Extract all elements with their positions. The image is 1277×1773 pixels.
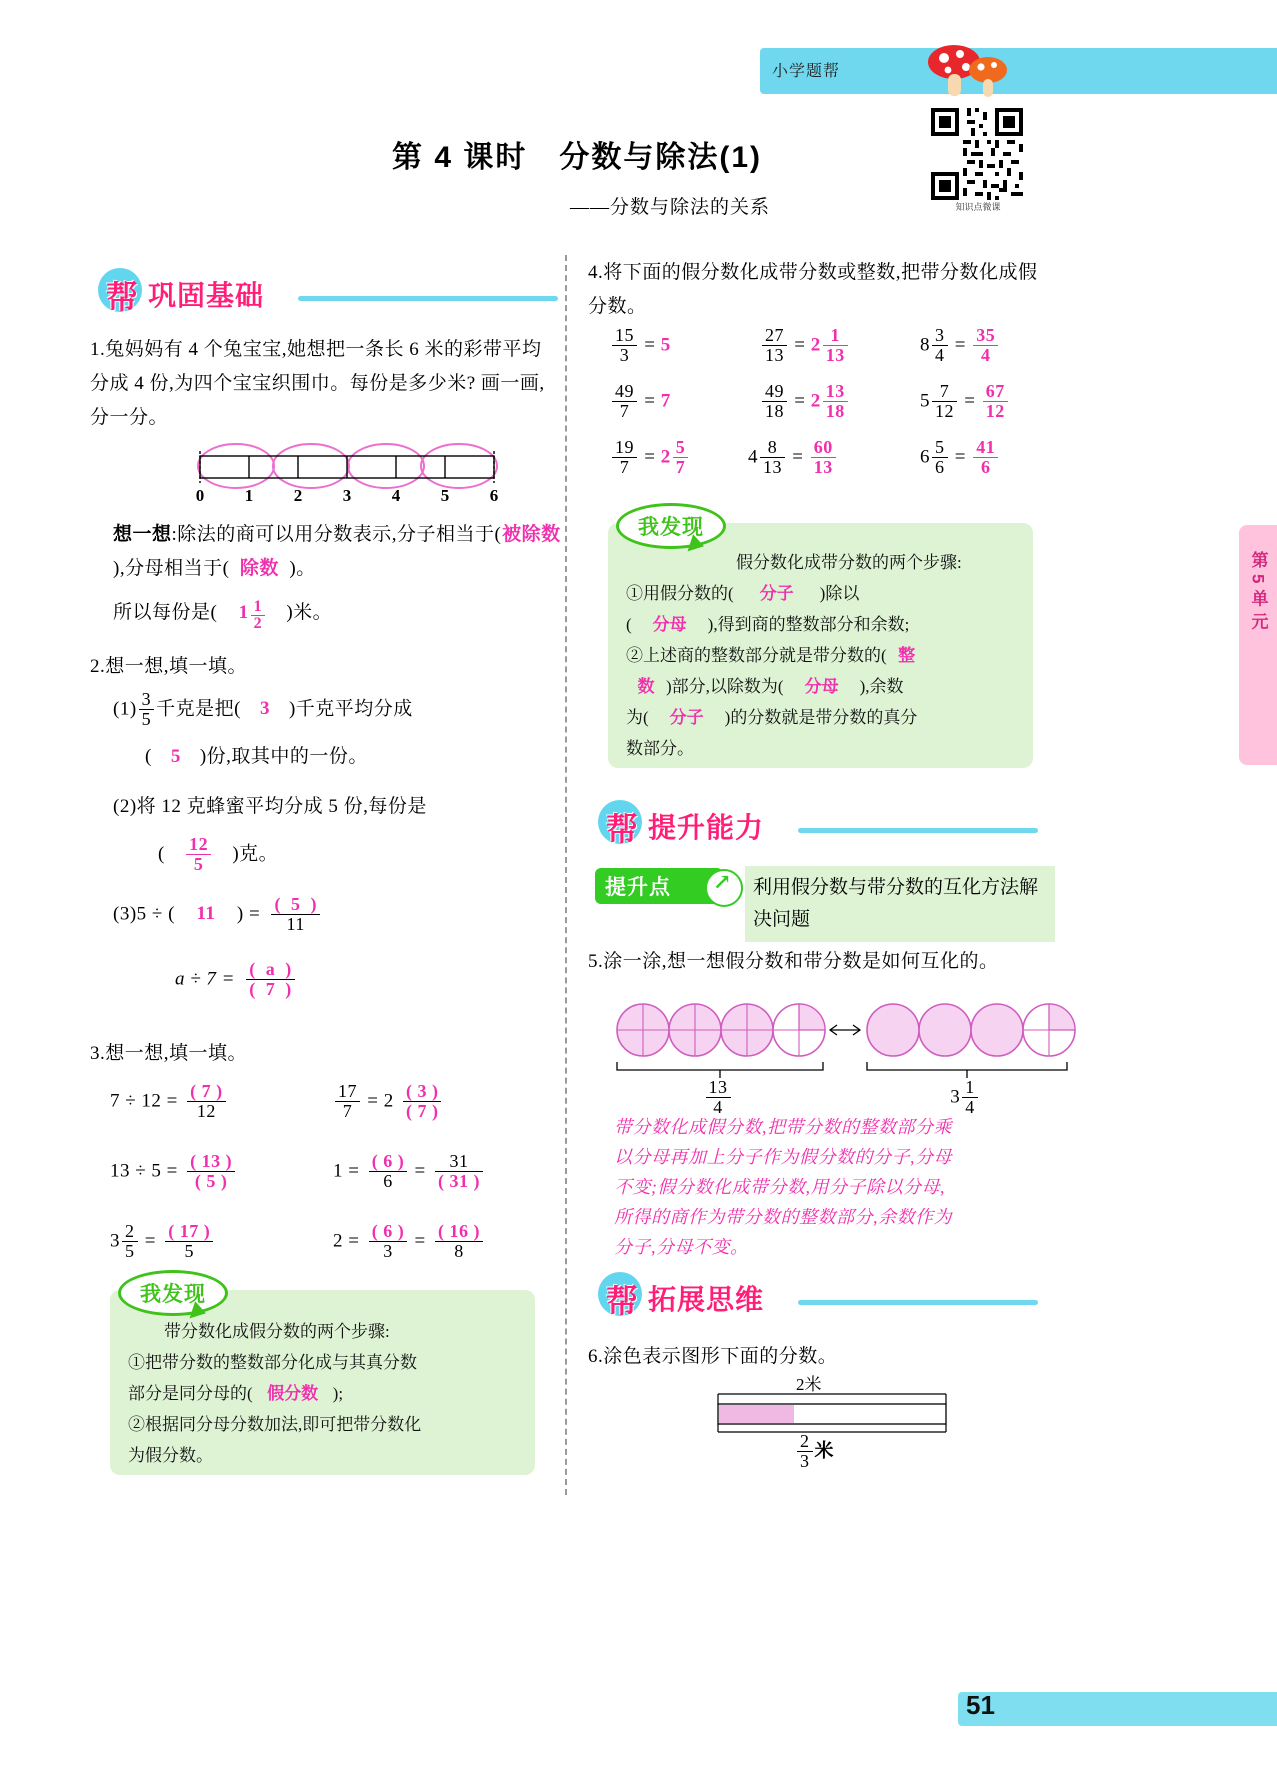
- q4-cell-1-2-whole: 5: [920, 390, 930, 412]
- q1-think-text-1: :除法的商可以用分数表示,分子相当于(: [171, 524, 502, 545]
- q4-cell-0-1-fraction: $\frac{27}{13}$: [762, 326, 787, 365]
- q1-result-fraction[interactable]: [251, 599, 266, 634]
- q3-row2-left-fraction: [187, 1152, 235, 1191]
- q3-row3-right-fraction-1: [369, 1222, 408, 1261]
- q1-number: 1.: [90, 339, 106, 360]
- page-title: 第 4 课时 分数与除法(1): [392, 141, 763, 174]
- q6-text: 涂色表示图形下面的分数。: [603, 1346, 838, 1367]
- q5-number: 5.: [588, 951, 604, 972]
- q1-result-line: [113, 596, 332, 633]
- q2-item1-answer-1[interactable]: 3: [259, 698, 270, 720]
- q3-row3-left-fraction: [122, 1222, 138, 1261]
- q3-row3-left-whole: 3: [110, 1230, 120, 1252]
- question-5: [588, 945, 1048, 979]
- q3-row1-right-lhs-den: 7: [335, 1101, 360, 1121]
- insight-left-line-2: [128, 1347, 519, 1378]
- q1-think-text-3: )。: [289, 558, 316, 579]
- q4-cell-1-1-eq: =: [794, 390, 806, 412]
- q5-hand-line-4: 所得的商作为带分数的整数部分,余数作为: [614, 1207, 952, 1227]
- insight-right-l4a: ②上述商的整数部分就是带分数的(: [626, 646, 887, 665]
- insight-tag-left-label: 我发现: [140, 1283, 206, 1306]
- q3-row3-right: 2 = $\frac{( 6 )}{3}$ = $\frac{( 16 )}{8}$: [333, 1222, 485, 1261]
- q4-cell-2-1-fraction: $\frac{8}{13}$: [760, 438, 785, 477]
- q3-row2-left: [110, 1152, 237, 1191]
- q4-cell-1-0: [610, 382, 671, 421]
- q4-number: 4.: [588, 262, 604, 283]
- q3-row1-left-lhs: 7 ÷ 12 =: [110, 1090, 178, 1112]
- q2-item-1: [113, 690, 563, 729]
- q2-item2-answer-den: 5: [186, 854, 211, 874]
- q3-row1-right-answer-fraction: [403, 1082, 442, 1121]
- insight-right-l6a: 为(: [626, 708, 649, 727]
- q3-row3-right-num1[interactable]: ( 6 ): [371, 1221, 405, 1241]
- q3-row1-right: [333, 1082, 443, 1121]
- insight-left-answer[interactable]: 假分数: [267, 1384, 319, 1403]
- q3-row1-right-num[interactable]: ( 3 ): [405, 1081, 439, 1101]
- q1-result-text-2: )米。: [286, 602, 333, 623]
- q2-item-1-cont: [145, 740, 368, 774]
- q5-hand-line-5: 分子,分母不变。: [614, 1237, 749, 1257]
- q5-hand-line-3: 不变;假分数化成带分数,用分子除以分母,: [614, 1177, 945, 1197]
- insight-right-l3a: (: [626, 615, 632, 634]
- q6-fraction-label: [795, 1432, 834, 1471]
- q3-row1-right-lhs-fraction: [335, 1082, 360, 1121]
- q3-row3-left-ans-den: 5: [165, 1241, 213, 1261]
- q4-cell-0-2-answer-fraction[interactable]: $\frac{35}{4}$: [973, 326, 998, 365]
- banner-label-improve: 提升能力: [648, 812, 765, 843]
- q3-text: 想一想,填一填。: [105, 1043, 248, 1064]
- question-3: [90, 1037, 247, 1071]
- q2-item3-answer-divisor[interactable]: 11: [196, 903, 216, 925]
- q2-item-2: [113, 790, 563, 824]
- insight-right-line-3: [626, 609, 1017, 640]
- q4-cell-1-0-fraction: $\frac{49}{7}$: [612, 382, 637, 421]
- q3-row2-right-den1: 6: [369, 1171, 408, 1191]
- banner-label: 巩固基础: [148, 280, 265, 311]
- unit-side-tab: [1239, 525, 1277, 765]
- q4-cell-1-2-fraction: $\frac{7}{12}$: [932, 382, 957, 421]
- insight-right-answer-integer-2[interactable]: 数: [637, 677, 655, 696]
- q3-row1-right-den[interactable]: ( 7 ): [403, 1101, 442, 1121]
- insight-left-line-4: ②根据同分母分数加法,即可把带分数化: [128, 1415, 422, 1434]
- q4-cell-0-0-answer[interactable]: 5: [660, 334, 671, 356]
- insight-body-right: [608, 523, 1033, 778]
- q3-row1-left: [110, 1082, 228, 1121]
- q3-row2-right-num2: 31: [449, 1151, 469, 1171]
- q2-extra-row: [175, 960, 297, 999]
- q2-item1-t3: (: [145, 746, 152, 767]
- q3-row3-left: [110, 1222, 215, 1261]
- qr-caption: 知识点微课: [955, 202, 1001, 212]
- q2-item1-t4: )份,取其中的一份。: [199, 746, 368, 767]
- insight-left-line-1: 带分数化成假分数的两个步骤:: [164, 1322, 390, 1341]
- insight-left-line-3-a: 部分是同分母的(: [128, 1384, 253, 1403]
- q4-cell-2-1: [748, 438, 838, 477]
- banner-label-expand: 拓展思维: [648, 1284, 765, 1315]
- insight-right-line-1: 假分数化成带分数的两个步骤:: [736, 553, 962, 572]
- q4-cell-1-2-answer-fraction[interactable]: $\frac{67}{12}$: [983, 382, 1008, 421]
- q3-row3-right-den2: 8: [435, 1241, 483, 1261]
- q3-row3-left-answer-fraction: [165, 1222, 213, 1261]
- q4-cell-0-0-fraction: $\frac{15}{3}$: [612, 326, 637, 365]
- insight-left-line-3-b: );: [332, 1384, 344, 1403]
- q2-item2-answer-fraction[interactable]: [186, 835, 211, 874]
- svg-text:4: 4: [391, 486, 401, 505]
- insight-left-line-2-a: ①把带分数的整数部分化成与其真分数: [128, 1353, 417, 1372]
- brand-label: 小学题帮: [772, 63, 841, 80]
- q2-number: 2.: [90, 656, 106, 677]
- q3-number: 3.: [90, 1043, 106, 1064]
- q5-text: 涂一涂,想一想假分数和带分数是如何互化的。: [603, 951, 999, 972]
- insight-right-line-2: [626, 578, 1017, 609]
- q4-cell-2-2-fraction: $\frac{5}{6}$: [932, 438, 948, 477]
- q2-item2-t3: )克。: [232, 843, 279, 865]
- q3-row3-left-eq: =: [144, 1230, 156, 1252]
- svg-text:0: 0: [195, 486, 205, 505]
- section-banner-improve: [598, 800, 1038, 846]
- q1-result-text-1: 所以每份是(: [113, 602, 218, 623]
- q2-extra-num[interactable]: ( a ): [249, 959, 292, 979]
- q3-row3-left-num: 2: [125, 1221, 135, 1241]
- q5-right-label: [930, 1078, 1000, 1117]
- q1-answer-divisor[interactable]: 除数: [239, 558, 279, 579]
- insight-left-line-3: [128, 1378, 519, 1409]
- q3-row3-right-lhs: 2 =: [333, 1230, 360, 1252]
- banner-rule: [298, 296, 558, 301]
- section-banner-expand: [598, 1272, 1038, 1318]
- q3-row1-left-den: 12: [187, 1101, 226, 1121]
- q4-cell-1-2: [920, 382, 1010, 421]
- insight-body-left: [110, 1290, 535, 1485]
- q2-item3-t1: 5 ÷ (: [136, 903, 175, 925]
- insight-tag-right-label: 我发现: [638, 516, 704, 539]
- q1-result-num: 1: [253, 597, 263, 615]
- q4-cell-2-0-eq: =: [644, 446, 656, 468]
- q6-fraction: $\frac{2}{3}$: [797, 1432, 813, 1471]
- q2-item-3: [113, 895, 322, 934]
- q2-item2-t2: (: [158, 843, 165, 865]
- q3-row2-right-fraction-1: [369, 1152, 408, 1191]
- q1-think-line: [113, 518, 563, 586]
- svg-text:5: 5: [440, 486, 450, 505]
- q5-right-fraction: $\frac{1}{4}$: [962, 1078, 978, 1117]
- q4-cell-1-1: [760, 382, 850, 421]
- q3-row3-left-den: 5: [122, 1241, 138, 1261]
- q3-row2-right-fraction-2: [435, 1152, 483, 1191]
- banner-rule-improve: [798, 828, 1038, 833]
- q2-item3-result-fraction: [271, 895, 320, 934]
- q5-right-whole: 3: [950, 1086, 961, 1108]
- page-subtitle: ——分数与除法的关系: [570, 197, 771, 218]
- page-number: 51: [966, 1690, 995, 1720]
- q5-left-label: [688, 1078, 748, 1117]
- improve-point-text: 利用假分数与带分数的互化方法解决问题: [745, 866, 1055, 942]
- q5-handwriting-answer[interactable]: [614, 1112, 1044, 1262]
- q4-cell-2-1-answer-fraction[interactable]: $\frac{60}{13}$: [811, 438, 836, 477]
- improve-point-pill: [595, 868, 723, 904]
- q2-item3-result-den: 11: [271, 914, 320, 934]
- q1-think-label: 想一想: [113, 524, 172, 545]
- q4-cell-1-0-eq: =: [644, 390, 656, 412]
- q4-cell-2-1-eq: =: [792, 446, 804, 468]
- q4-cell-2-0-fraction: $\frac{19}{7}$: [612, 438, 637, 477]
- q2-item1-label: (1): [113, 698, 137, 720]
- q2-extra-den[interactable]: ( 7 ): [246, 979, 295, 999]
- q4-cell-2-2: [920, 438, 1000, 477]
- insight-right-answer-denominator-2[interactable]: 分母: [804, 677, 839, 696]
- number-line-diagram: [195, 440, 499, 506]
- insight-right-answer-denominator[interactable]: 分母: [652, 615, 687, 634]
- q4-cell-0-1: [760, 326, 850, 365]
- q3-row1-left-num[interactable]: ( 7 ): [190, 1081, 223, 1101]
- q2-item3-t2: ) =: [236, 903, 261, 925]
- q3-row3-left-ans-num[interactable]: ( 17 ): [168, 1221, 211, 1241]
- q4-cell-1-1-answer-fraction[interactable]: $\frac{13}{18}$: [823, 382, 848, 421]
- q3-row3-right-den1: 3: [369, 1241, 408, 1261]
- q5-hand-line-2: 以分母再加上分子作为假分数的分子,分母: [614, 1147, 952, 1167]
- q4-cell-1-1-fraction: $\frac{49}{18}$: [762, 382, 787, 421]
- q4-cell-1-0-answer[interactable]: 7: [660, 390, 671, 412]
- q4-cell-1-2-eq: =: [964, 390, 976, 412]
- q2-item2-label: (2): [113, 796, 137, 817]
- q2-item-2-answer-row: [158, 835, 278, 874]
- insight-right-answer-numerator-2[interactable]: 分子: [669, 708, 704, 727]
- question-2: [90, 650, 247, 684]
- q1-result-whole[interactable]: 1: [238, 602, 249, 623]
- question-6: [588, 1340, 1048, 1374]
- q3-row2-left-num[interactable]: ( 13 ): [190, 1151, 233, 1171]
- page-number-bar: [958, 1692, 1277, 1726]
- q3-row3-right-num2[interactable]: ( 16 ): [437, 1221, 480, 1241]
- q3-row1-right-eq: = 2: [367, 1090, 394, 1112]
- q4-cell-2-0: [610, 438, 690, 477]
- q4-cell-0-1-eq: =: [794, 334, 806, 356]
- question-4: [588, 256, 1048, 324]
- q4-cell-1-1-answer-whole[interactable]: 2: [810, 390, 821, 412]
- banner-bang-char-expand: 帮: [606, 1283, 639, 1319]
- q6-unit: 米: [814, 1440, 835, 1462]
- insight-right-answer-numerator[interactable]: 分子: [759, 584, 794, 603]
- insight-right-line-5: [626, 671, 1017, 702]
- q4-cell-2-2-whole: 6: [920, 446, 930, 468]
- q2-extra-lhs: a ÷ 7 =: [175, 968, 235, 990]
- banner-rule-expand: [798, 1300, 1038, 1305]
- q2-item1-answer-2[interactable]: 5: [170, 746, 181, 767]
- svg-text:2: 2: [293, 486, 303, 505]
- q3-row1-right-lhs-num: 17: [338, 1081, 357, 1101]
- q5-hand-line-1: 带分数化成假分数,把带分数的整数部分乘: [614, 1117, 952, 1137]
- unit-side-tab-label: 第5单元: [1248, 551, 1268, 636]
- q2-extra-fraction: [246, 960, 295, 999]
- insight-right-l5b: )部分,以除数为(: [666, 677, 784, 696]
- insight-right-l6c: )的分数就是带分数的真分: [724, 708, 918, 727]
- q4-cell-0-2-fraction: $\frac{3}{4}$: [932, 326, 948, 365]
- q2-item1-t1: 千克是把(: [156, 698, 241, 720]
- q6-top-label: 2米: [796, 1375, 822, 1394]
- insight-right-l3c: ),得到商的整数部分和余数;: [707, 615, 910, 634]
- q3-row2-right-num1[interactable]: ( 6 ): [371, 1151, 405, 1171]
- q2-item3-result-num[interactable]: ( 5 ): [274, 894, 317, 914]
- q4-cell-0-2-eq: =: [954, 334, 966, 356]
- q4-cell-0-2: [920, 326, 1000, 365]
- q3-row2-left-lhs: 13 ÷ 5 =: [110, 1160, 178, 1182]
- q1-result-den: 2: [251, 615, 266, 633]
- q4-text: 将下面的假分数化成带分数或整数,把带分数化成假分数。: [588, 262, 1038, 317]
- mushroom-icon: [924, 40, 1014, 98]
- q2-item2-answer-num: 12: [189, 834, 209, 854]
- svg-text:3: 3: [342, 486, 352, 505]
- q4-cell-2-1-whole: 4: [748, 446, 758, 468]
- q4-cell-0-0: [610, 326, 671, 365]
- q4-cell-2-2-eq: =: [954, 446, 966, 468]
- q2-text: 想一想,填一填。: [105, 656, 248, 677]
- insight-right-l2c: )除以: [819, 584, 860, 603]
- banner-bang-char: 帮: [106, 279, 139, 315]
- insight-right-line-7: 数部分。: [626, 739, 694, 758]
- improve-point: [595, 868, 1055, 938]
- svg-text:6: 6: [489, 486, 499, 505]
- q4-cell-2-2-answer-fraction[interactable]: $\frac{41}{6}$: [973, 438, 998, 477]
- question-1: [90, 333, 560, 435]
- q5-left-fraction: $\frac{13}{4}$: [706, 1078, 731, 1117]
- arrow-up-right-icon: [705, 869, 743, 907]
- insight-tag-right: [616, 503, 726, 549]
- q3-row2-left-den[interactable]: ( 5 ): [187, 1171, 235, 1191]
- q1-think-text-2: ),分母相当于(: [113, 558, 230, 579]
- improve-point-pill-label: 提升点: [605, 876, 671, 899]
- banner-bang-char-improve: 帮: [606, 811, 639, 847]
- q3-row2-right-den2[interactable]: ( 31 ): [435, 1171, 483, 1191]
- q4-cell-0-0-eq: =: [644, 334, 656, 356]
- q4-cell-0-1-answer-whole[interactable]: 2: [810, 334, 821, 356]
- insight-right-l2a: ①用假分数的(: [626, 584, 734, 603]
- q4-cell-0-2-whole: 8: [920, 334, 930, 356]
- q1-answer-dividend[interactable]: 被除数: [502, 524, 561, 545]
- insight-box-right: [608, 516, 1033, 768]
- q2-item3-label: (3): [113, 903, 137, 925]
- q4-cell-0-1-answer-fraction[interactable]: $\frac{1}{13}$: [823, 326, 848, 365]
- q2-item1-den: 5: [139, 709, 155, 729]
- q3-row3-right-fraction-2: [435, 1222, 483, 1261]
- q1-text: 兔妈妈有 4 个兔宝宝,她想把一条长 6 米的彩带平均分成 4 份,为四个宝宝织围巾。每份是多少米? 画一画,分一分。: [90, 339, 545, 428]
- svg-text:1: 1: [244, 486, 254, 505]
- q4-cell-2-0-answer-whole[interactable]: 2: [660, 446, 671, 468]
- insight-right-l5d: ),余数: [859, 677, 904, 696]
- q6-number: 6.: [588, 1346, 604, 1367]
- q2-item2-t1: 将 12 克蜂蜜平均分成 5 份,每份是: [136, 796, 427, 817]
- insight-right-line-4: [626, 640, 1017, 671]
- section-banner-consolidate: [98, 268, 558, 314]
- q6-bar-diagram: [712, 1390, 952, 1434]
- insight-tag-left: [118, 1270, 228, 1316]
- insight-box-left: [110, 1283, 535, 1475]
- q2-item1-fraction: [139, 690, 155, 729]
- q3-row2-right-lhs: 1 =: [333, 1160, 360, 1182]
- q4-cell-2-0-answer-fraction[interactable]: $\frac{5}{7}$: [673, 438, 689, 477]
- insight-right-line-6: [626, 702, 1017, 733]
- qr-code[interactable]: [931, 108, 1023, 200]
- q3-row1-left-fraction: [187, 1082, 226, 1121]
- insight-right-answer-integer-1[interactable]: 整: [898, 646, 916, 665]
- q3-row2-right: 1 = $\frac{( 6 )}{6}$ = $\frac{31}{( 31 )}$: [333, 1152, 485, 1191]
- insight-left-line-5: 为假分数。: [128, 1446, 213, 1465]
- q2-item1-num: 3: [141, 689, 152, 709]
- column-divider: [565, 255, 567, 1495]
- q2-item1-t2: )千克平均分成: [288, 698, 413, 720]
